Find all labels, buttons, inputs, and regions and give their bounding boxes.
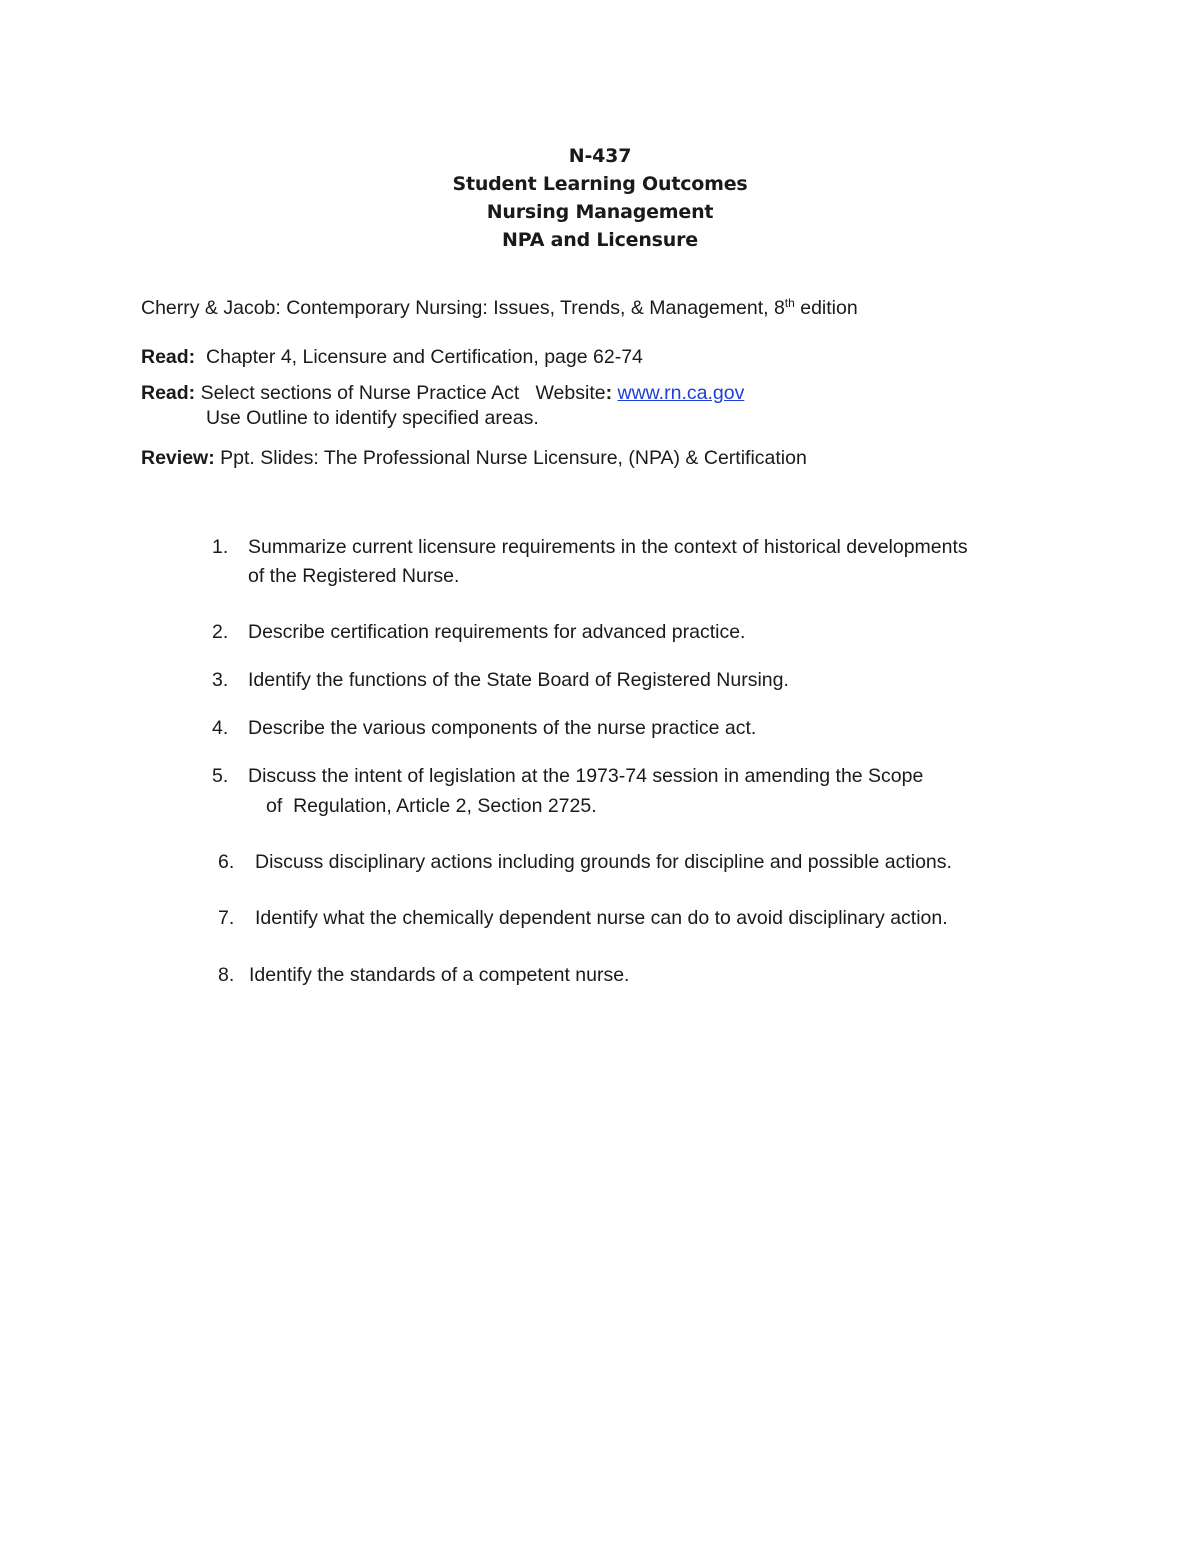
list-number: 4.	[212, 717, 229, 739]
list-text: of the Registered Nurse.	[248, 565, 460, 587]
list-number: 7.	[218, 907, 235, 929]
list-number: 1.	[212, 536, 229, 558]
list-number: 5.	[212, 765, 229, 787]
list-text: Describe the various components of the nurse practice act.	[248, 717, 757, 739]
read-label: Read:	[141, 382, 196, 404]
list-text: Discuss the intent of legislation at the 1973-74 session in amending the Scope	[248, 765, 924, 787]
edition-superscript: th	[784, 296, 795, 310]
topic-title: NPA and Licensure	[502, 229, 698, 251]
list-text: Identify the functions of the State Board of Registered Nursing.	[248, 669, 789, 691]
list-text: Discuss disciplinary actions including grounds for discipline and possible actions.	[255, 851, 952, 873]
list-text: Summarize current licensure requirements in the context of historical developments	[248, 536, 968, 558]
website-colon: :	[605, 382, 613, 404]
list-text: of Regulation, Article 2, Section 2725.	[266, 795, 597, 817]
title-block	[0, 142, 1200, 254]
list-number: 2.	[212, 621, 229, 643]
list-text: Identify what the chemically dependent nurse can do to avoid disciplinary action.	[255, 907, 948, 929]
review-text: Ppt. Slides: The Professional Nurse Licensure, (NPA) & Certification	[214, 447, 807, 469]
read-label: Read:	[141, 346, 196, 368]
website-link[interactable]: www.rn.ca.gov	[617, 382, 745, 404]
review-label: Review:	[141, 447, 215, 469]
list-text: Describe certification requirements for advanced practice.	[248, 621, 746, 643]
subject-title: Nursing Management	[486, 201, 714, 223]
reading-npa-note: Use Outline to identify specified areas.	[206, 407, 539, 429]
list-number: 8.	[218, 964, 235, 986]
course-code: N-437	[568, 145, 632, 167]
reading-npa	[141, 381, 744, 405]
list-number: 3.	[212, 669, 229, 691]
textbook-edition: edition	[794, 297, 858, 319]
read-chapter-text: Chapter 4, Licensure and Certification, page 62-74	[195, 346, 643, 368]
textbook-reference	[141, 296, 858, 320]
read-npa-text: Select sections of Nurse Practice Act Website	[195, 382, 606, 404]
review-slides	[141, 446, 807, 470]
list-number: 6.	[218, 851, 235, 873]
textbook-text: Cherry & Jacob: Contemporary Nursing: Issues, Trends, & Management, 8	[141, 297, 785, 319]
reading-chapter	[141, 345, 643, 369]
list-text: Identify the standards of a competent nurse.	[249, 964, 630, 986]
document-subtitle: Student Learning Outcomes	[452, 173, 748, 195]
